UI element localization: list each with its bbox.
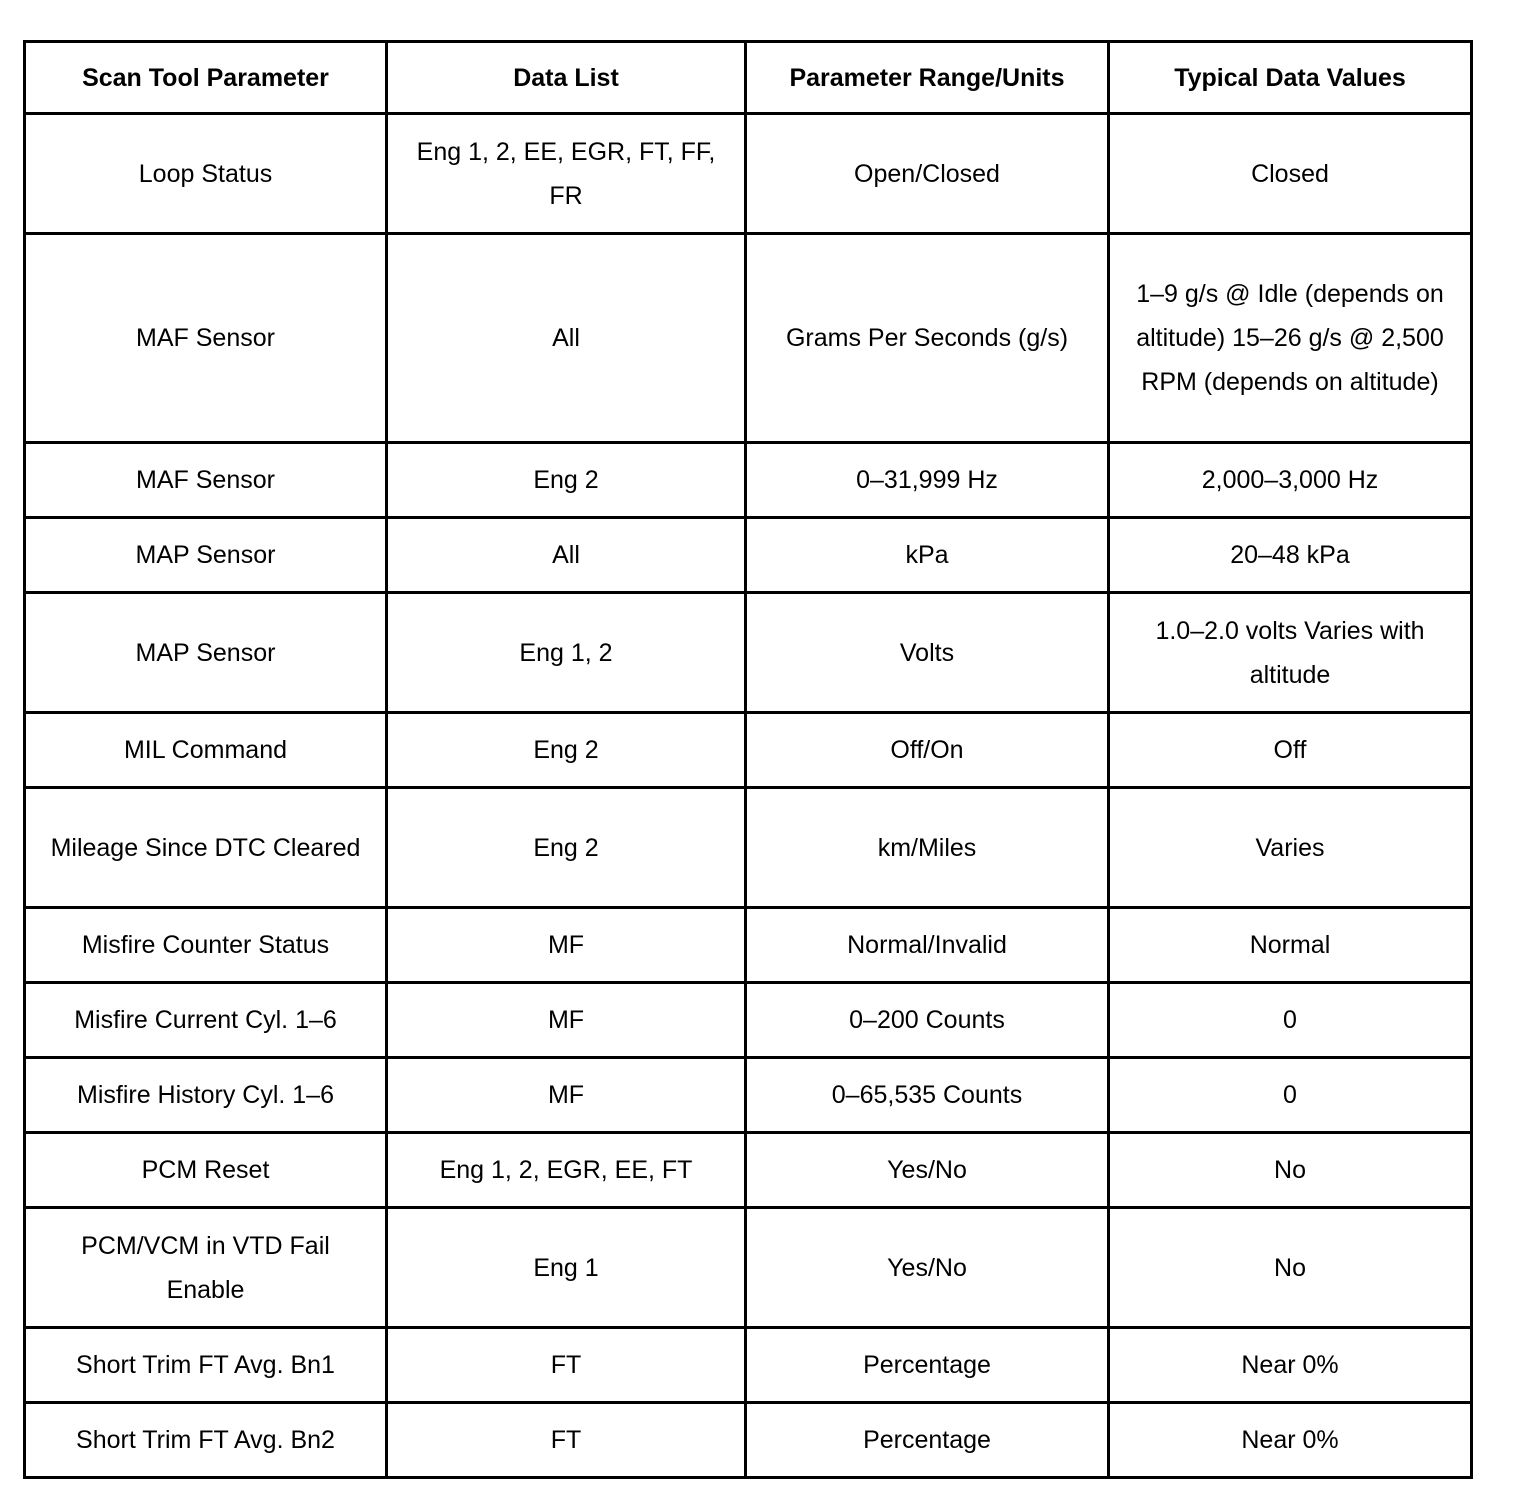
cell-typical-value: Off: [1109, 713, 1472, 788]
cell-range-units: Percentage: [746, 1328, 1109, 1403]
cell-data-list: Eng 2: [387, 443, 746, 518]
cell-data-list: MF: [387, 908, 746, 983]
table-row: [25, 1133, 1472, 1208]
cell-parameter: Misfire History Cyl. 1–6: [25, 1058, 387, 1133]
table-row: [25, 443, 1472, 518]
header-parameter-range-units: Parameter Range/Units: [746, 42, 1109, 114]
cell-data-list: All: [387, 518, 746, 593]
cell-range-units: kPa: [746, 518, 1109, 593]
cell-typical-value: 0: [1109, 983, 1472, 1058]
cell-range-units: Grams Per Seconds (g/s): [746, 234, 1109, 443]
cell-parameter: Mileage Since DTC Cleared: [25, 788, 387, 908]
cell-parameter: Short Trim FT Avg. Bn2: [25, 1403, 387, 1478]
cell-parameter: PCM/VCM in VTD Fail Enable: [25, 1208, 387, 1328]
cell-data-list: MF: [387, 1058, 746, 1133]
cell-parameter: Loop Status: [25, 114, 387, 234]
cell-range-units: Percentage: [746, 1403, 1109, 1478]
cell-data-list: Eng 1: [387, 1208, 746, 1328]
cell-data-list: FT: [387, 1403, 746, 1478]
cell-typical-value: Normal: [1109, 908, 1472, 983]
cell-range-units: Yes/No: [746, 1133, 1109, 1208]
cell-data-list: Eng 1, 2: [387, 593, 746, 713]
table-row: [25, 114, 1472, 234]
cell-parameter: PCM Reset: [25, 1133, 387, 1208]
cell-typical-value: 2,000–3,000 Hz: [1109, 443, 1472, 518]
cell-typical-value: Varies: [1109, 788, 1472, 908]
cell-parameter: MAP Sensor: [25, 593, 387, 713]
table-row: [25, 983, 1472, 1058]
cell-typical-value: 1.0–2.0 volts Varies with altitude: [1109, 593, 1472, 713]
cell-range-units: 0–65,535 Counts: [746, 1058, 1109, 1133]
table-row: [25, 1058, 1472, 1133]
cell-typical-value: 1–9 g/s @ Idle (depends on altitude) 15–26 g/s @ 2,500 RPM (depends on altitude): [1109, 234, 1472, 443]
table-row: [25, 518, 1472, 593]
table-header-row: [25, 42, 1472, 114]
cell-range-units: Normal/Invalid: [746, 908, 1109, 983]
cell-range-units: 0–31,999 Hz: [746, 443, 1109, 518]
cell-typical-value: No: [1109, 1208, 1472, 1328]
cell-parameter: MIL Command: [25, 713, 387, 788]
cell-typical-value: 20–48 kPa: [1109, 518, 1472, 593]
cell-range-units: Volts: [746, 593, 1109, 713]
cell-typical-value: Near 0%: [1109, 1403, 1472, 1478]
cell-range-units: Open/Closed: [746, 114, 1109, 234]
table-row: [25, 788, 1472, 908]
cell-data-list: FT: [387, 1328, 746, 1403]
cell-parameter: MAF Sensor: [25, 443, 387, 518]
cell-range-units: 0–200 Counts: [746, 983, 1109, 1058]
cell-range-units: Yes/No: [746, 1208, 1109, 1328]
cell-data-list: MF: [387, 983, 746, 1058]
header-typical-data-values: Typical Data Values: [1109, 42, 1472, 114]
cell-typical-value: 0: [1109, 1058, 1472, 1133]
header-scan-tool-parameter: Scan Tool Parameter: [25, 42, 387, 114]
table-row: [25, 908, 1472, 983]
table-row: [25, 1208, 1472, 1328]
cell-parameter: Misfire Counter Status: [25, 908, 387, 983]
cell-data-list: Eng 2: [387, 788, 746, 908]
cell-typical-value: No: [1109, 1133, 1472, 1208]
header-data-list: Data List: [387, 42, 746, 114]
table-row: [25, 1328, 1472, 1403]
scan-tool-parameter-table: [23, 40, 1473, 1479]
cell-data-list: Eng 2: [387, 713, 746, 788]
cell-typical-value: Closed: [1109, 114, 1472, 234]
cell-data-list: Eng 1, 2, EE, EGR, FT, FF, FR: [387, 114, 746, 234]
table-row: [25, 593, 1472, 713]
cell-parameter: MAP Sensor: [25, 518, 387, 593]
table-row: [25, 234, 1472, 443]
table-row: [25, 1403, 1472, 1478]
cell-typical-value: Near 0%: [1109, 1328, 1472, 1403]
cell-parameter: Misfire Current Cyl. 1–6: [25, 983, 387, 1058]
cell-parameter: MAF Sensor: [25, 234, 387, 443]
cell-range-units: Off/On: [746, 713, 1109, 788]
cell-data-list: All: [387, 234, 746, 443]
cell-range-units: km/Miles: [746, 788, 1109, 908]
cell-data-list: Eng 1, 2, EGR, EE, FT: [387, 1133, 746, 1208]
cell-parameter: Short Trim FT Avg. Bn1: [25, 1328, 387, 1403]
table-row: [25, 713, 1472, 788]
